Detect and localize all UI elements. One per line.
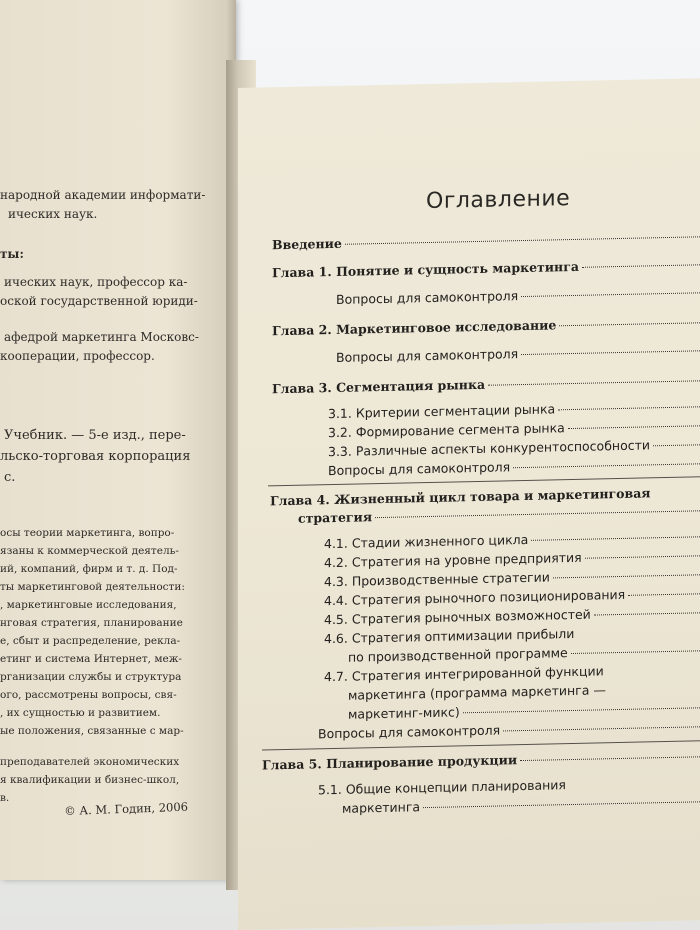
left-line: ических наук, профессор ка-	[4, 275, 188, 289]
left-page	[0, 0, 236, 880]
toc-entry: маркетинг-микс)	[348, 699, 700, 722]
toc-entry: Вопросы для самоконтроля	[336, 284, 700, 307]
left-line: етинг и система Интернет, меж-	[0, 653, 182, 665]
left-line: ий, компаний, фирм и т. д. Под-	[0, 563, 178, 575]
toc-entry: 3.2. Формирование сегмента рынка	[328, 417, 700, 440]
toc-entry: Глава 2. Маркетинговое исследование	[272, 314, 700, 338]
toc-entry: 4.3. Производственные стратегии	[324, 566, 700, 589]
left-line: язаны к коммерческой деятель-	[0, 545, 179, 557]
toc-entry: 5.1. Общие концепции планирования	[318, 777, 566, 798]
left-line: ые положения, связанные с мар-	[0, 725, 184, 737]
toc-page	[238, 78, 700, 930]
toc-entry: 4.2. Стратегия на уровне предприятия	[324, 547, 700, 570]
left-line: ого, рассмотрены вопросы, свя-	[0, 689, 177, 701]
toc-title: Оглавление	[426, 186, 571, 215]
left-line: льско-торговая корпорация	[0, 449, 191, 464]
left-line: ты:	[0, 247, 24, 261]
left-line: , их сущностью и развитием.	[0, 707, 161, 719]
left-line: в.	[0, 792, 10, 804]
toc-entry: Глава 1. Понятие и сущность маркетинга	[272, 256, 700, 280]
toc-entry: маркетинга	[342, 793, 700, 816]
left-line: осы теории маркетинга, вопро-	[0, 527, 175, 539]
toc-entry: Введение	[272, 228, 700, 252]
toc-entry: Вопросы для самоконтроля	[336, 342, 700, 365]
left-line: оской государственной юриди-	[0, 294, 198, 308]
toc-entry: по производственной программе	[348, 642, 700, 665]
left-line: е, сбыт и распределение, рекла-	[0, 635, 181, 647]
copyright: © А. М. Годин, 2006	[64, 799, 189, 818]
left-line: ических наук.	[8, 207, 98, 221]
left-line: кооперации, профессор.	[0, 349, 155, 363]
toc-entry: 3.3. Различные аспекты конкурентоспособности	[328, 436, 700, 459]
toc-entry: 4.1. Стадии жизненного цикла	[324, 528, 700, 551]
left-line: преподавателей экономических	[0, 756, 180, 768]
left-line: Учебник. — 5-е изд., пере-	[4, 428, 186, 443]
toc-entry: Вопросы для самоконтроля	[328, 455, 700, 478]
left-line: народной академии информати-	[0, 188, 206, 202]
left-line: рганизации службы и структура	[0, 671, 182, 683]
toc-entry: Вопросы для самоконтроля	[318, 718, 700, 741]
toc-entry: Глава 4. Жизненный цикл товара и маркетинговая	[270, 485, 651, 509]
toc-entry: 4.4. Стратегия рыночного позиционирования	[324, 585, 700, 608]
toc-entry: 4.5. Стратегия рыночных возможностей	[324, 604, 700, 627]
toc-entry: 4.6. Стратегия оптимизации прибыли	[324, 625, 575, 647]
toc-entry: маркетинга (программа маркетинга —	[348, 682, 606, 703]
toc-entry: Глава 5. Планирование продукции	[262, 748, 700, 772]
toc-entry: стратегия	[298, 502, 700, 526]
left-line: афедрой маркетинга Московс-	[4, 330, 199, 344]
left-line: с.	[4, 470, 16, 485]
left-line: , маркетинговые исследования,	[0, 599, 177, 611]
left-line: я квалификации и бизнес-школ,	[0, 774, 180, 786]
left-line: нговая стратегия, планирование	[0, 617, 183, 629]
toc-entry: Глава 3. Сегментация рынка	[272, 372, 700, 396]
left-line: ты маркетинговой деятельности:	[0, 581, 185, 593]
toc-entry: 4.7. Стратегия интегрированной функции	[324, 663, 604, 685]
toc-entry: 3.1. Критерии сегментации рынка	[328, 398, 700, 421]
